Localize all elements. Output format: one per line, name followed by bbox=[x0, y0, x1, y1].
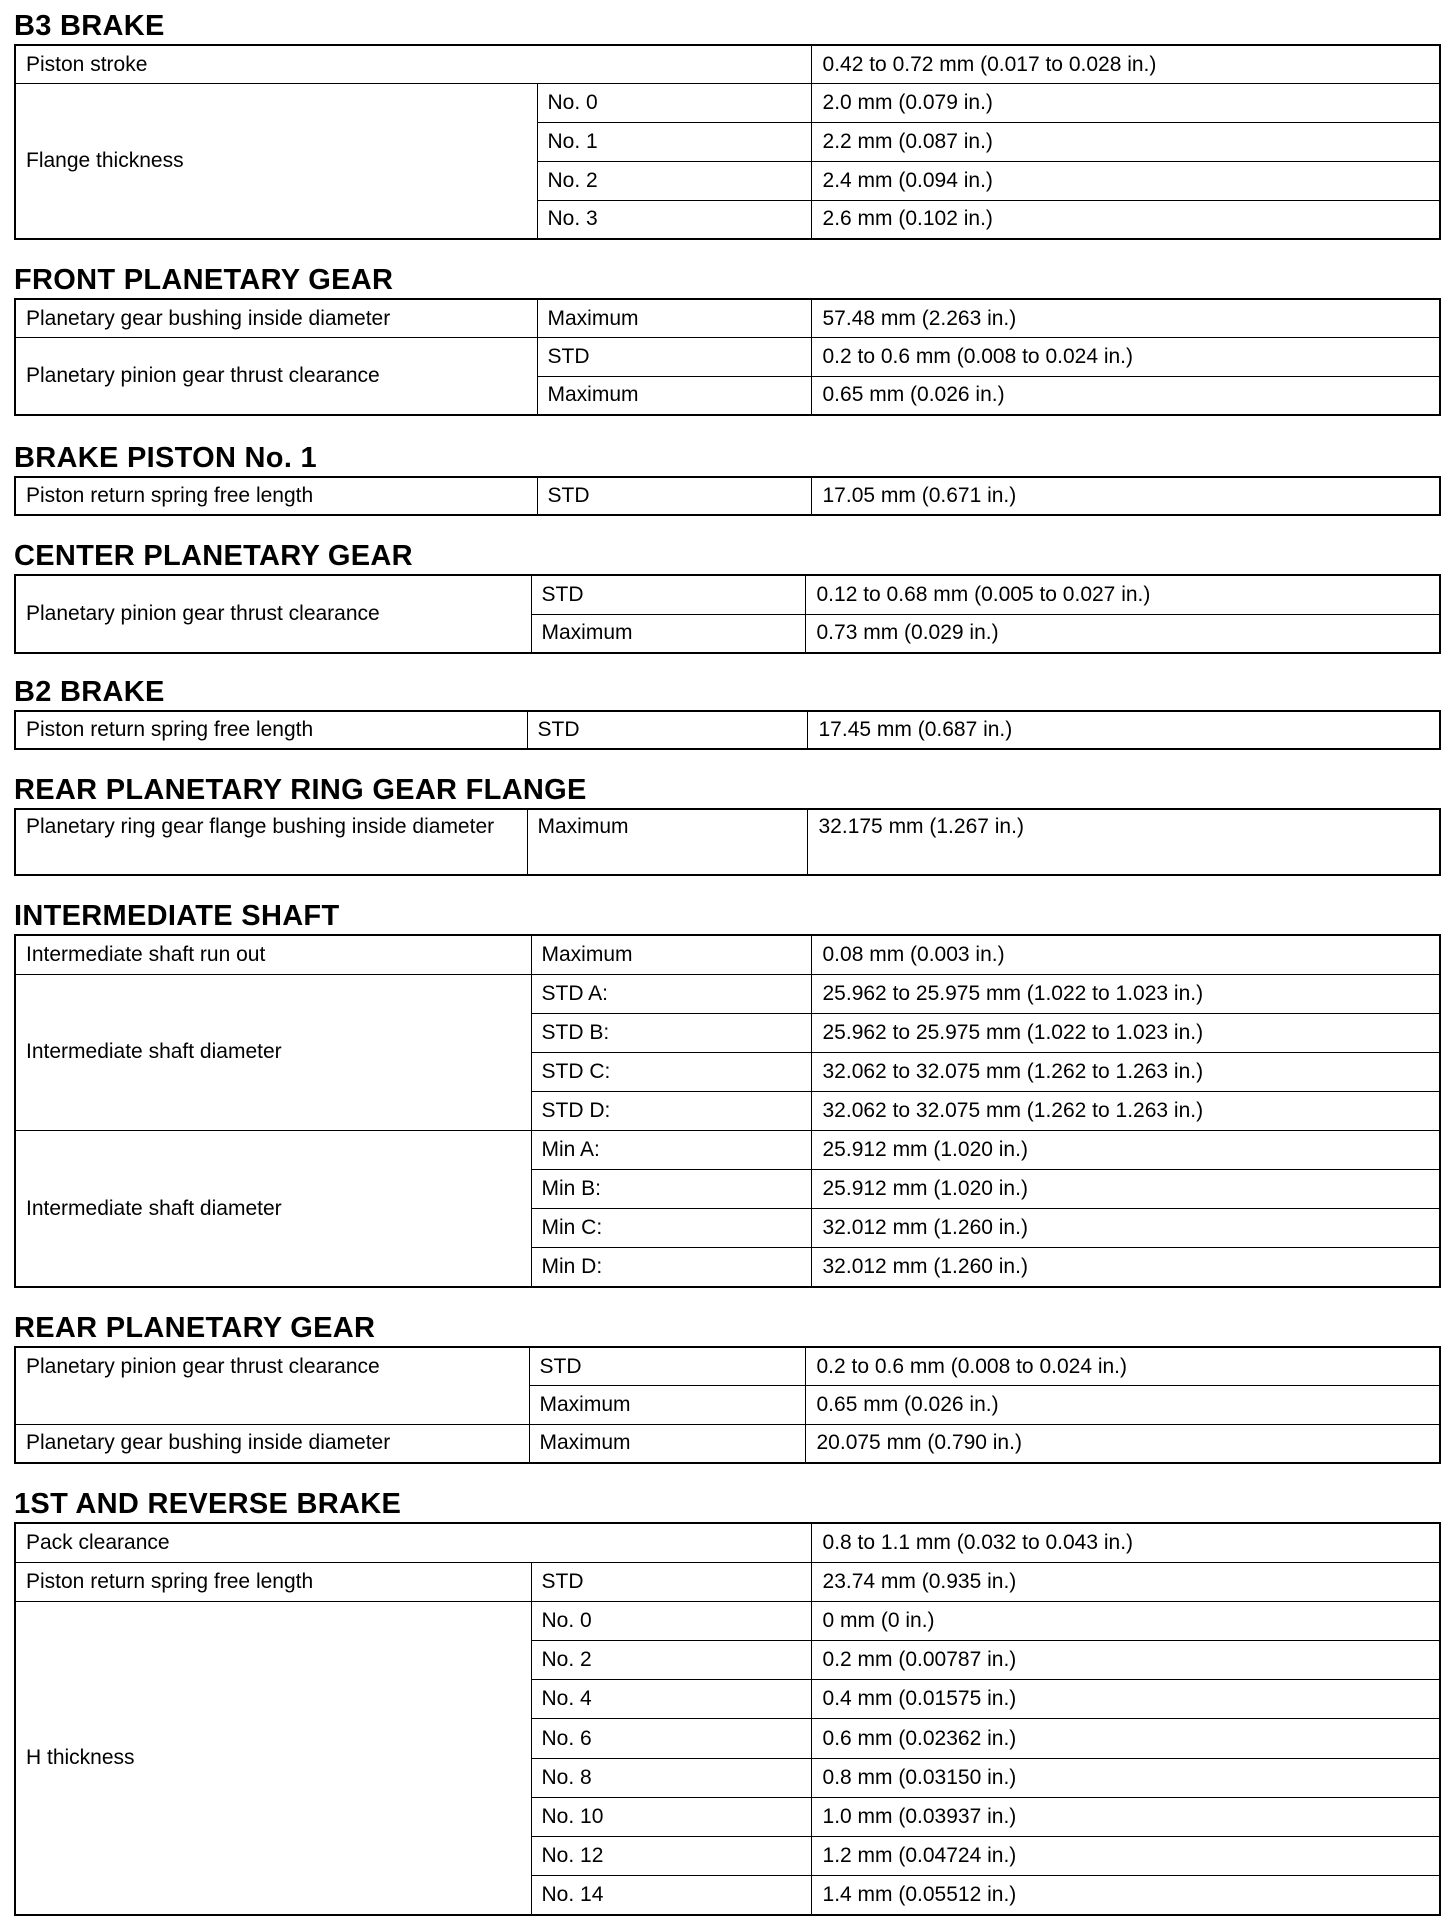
spec-table bbox=[14, 1522, 1441, 1916]
value-cell: 2.2 mm (0.087 in.) bbox=[811, 123, 1440, 162]
value-cell: 32.012 mm (1.260 in.) bbox=[811, 1248, 1440, 1287]
section-title: REAR PLANETARY RING GEAR FLANGE bbox=[14, 774, 587, 806]
condition-cell: STD C: bbox=[531, 1052, 811, 1091]
condition-cell: STD bbox=[537, 477, 811, 515]
item-cell: Piston return spring free length bbox=[15, 711, 527, 749]
item-cell: Planetary ring gear flange bushing inside diameter bbox=[15, 809, 527, 875]
table-row bbox=[15, 1562, 1440, 1601]
spec-table bbox=[14, 808, 1441, 876]
table-row bbox=[15, 84, 1440, 123]
condition-cell: No. 6 bbox=[531, 1719, 811, 1758]
section-b2-brake bbox=[14, 674, 1441, 750]
condition-cell: STD A: bbox=[531, 974, 811, 1013]
value-cell: 0.8 to 1.1 mm (0.032 to 0.043 in.) bbox=[811, 1523, 1440, 1562]
value-cell: 0.08 mm (0.003 in.) bbox=[811, 935, 1440, 974]
value-cell: 32.175 mm (1.267 in.) bbox=[807, 809, 1440, 875]
table-row bbox=[15, 338, 1440, 377]
condition-cell: No. 2 bbox=[537, 161, 811, 200]
condition-cell: STD B: bbox=[531, 1013, 811, 1052]
spec-table bbox=[14, 710, 1441, 750]
value-cell: 0.2 to 0.6 mm (0.008 to 0.024 in.) bbox=[805, 1347, 1440, 1386]
value-cell: 2.0 mm (0.079 in.) bbox=[811, 84, 1440, 123]
condition-cell: Maximum bbox=[531, 614, 805, 653]
value-cell: 0.8 mm (0.03150 in.) bbox=[811, 1758, 1440, 1797]
condition-cell: Maximum bbox=[537, 299, 811, 338]
value-cell: 25.912 mm (1.020 in.) bbox=[811, 1131, 1440, 1170]
value-cell: 0.6 mm (0.02362 in.) bbox=[811, 1719, 1440, 1758]
table-row bbox=[15, 299, 1440, 338]
section-title: 1ST AND REVERSE BRAKE bbox=[14, 1488, 402, 1520]
condition-cell: No. 8 bbox=[531, 1758, 811, 1797]
spec-table bbox=[14, 298, 1441, 416]
value-cell: 0.73 mm (0.029 in.) bbox=[805, 614, 1440, 653]
value-cell: 57.48 mm (2.263 in.) bbox=[811, 299, 1440, 338]
item-cell: Intermediate shaft diameter bbox=[15, 974, 531, 1130]
value-cell: 0.4 mm (0.01575 in.) bbox=[811, 1680, 1440, 1719]
value-cell: 32.062 to 32.075 mm (1.262 to 1.263 in.) bbox=[811, 1091, 1440, 1130]
item-cell: Piston return spring free length bbox=[15, 1562, 531, 1601]
condition-cell: Min B: bbox=[531, 1170, 811, 1209]
section-title: BRAKE PISTON No. 1 bbox=[14, 442, 317, 474]
value-cell: 0.12 to 0.68 mm (0.005 to 0.027 in.) bbox=[805, 575, 1440, 614]
condition-cell: No. 2 bbox=[531, 1641, 811, 1680]
section-title: CENTER PLANETARY GEAR bbox=[14, 540, 413, 572]
condition-cell: No. 0 bbox=[537, 84, 811, 123]
section-brake-piston-no1 bbox=[14, 440, 1441, 516]
condition-cell: Maximum bbox=[531, 935, 811, 974]
value-cell: 25.962 to 25.975 mm (1.022 to 1.023 in.) bbox=[811, 1013, 1440, 1052]
condition-cell: No. 4 bbox=[531, 1680, 811, 1719]
value-cell: 0 mm (0 in.) bbox=[811, 1601, 1440, 1640]
table-row bbox=[15, 809, 1440, 875]
section-title: INTERMEDIATE SHAFT bbox=[14, 900, 340, 932]
section-rear-planetary-ring-gear-flange bbox=[14, 772, 1441, 876]
value-cell: 17.05 mm (0.671 in.) bbox=[811, 477, 1440, 515]
item-cell: Planetary pinion gear thrust clearance bbox=[15, 1347, 529, 1424]
item-cell: Intermediate shaft diameter bbox=[15, 1131, 531, 1287]
item-cell: Pack clearance bbox=[15, 1523, 811, 1562]
spec-table bbox=[14, 476, 1441, 516]
value-cell: 1.4 mm (0.05512 in.) bbox=[811, 1876, 1440, 1915]
value-cell: 2.4 mm (0.094 in.) bbox=[811, 161, 1440, 200]
spec-table bbox=[14, 934, 1441, 1288]
condition-cell: STD bbox=[527, 711, 807, 749]
spec-table bbox=[14, 574, 1441, 654]
item-cell: Planetary pinion gear thrust clearance bbox=[15, 338, 537, 415]
value-cell: 0.42 to 0.72 mm (0.017 to 0.028 in.) bbox=[811, 45, 1440, 84]
table-row bbox=[15, 1131, 1440, 1170]
section-front-planetary-gear bbox=[14, 262, 1441, 416]
condition-cell: Min D: bbox=[531, 1248, 811, 1287]
condition-cell: No. 12 bbox=[531, 1837, 811, 1876]
item-cell: H thickness bbox=[15, 1601, 531, 1915]
condition-cell: STD bbox=[531, 575, 805, 614]
condition-cell: No. 10 bbox=[531, 1797, 811, 1836]
condition-cell: Maximum bbox=[529, 1424, 805, 1463]
table-row bbox=[15, 974, 1440, 1013]
condition-cell: Maximum bbox=[527, 809, 807, 875]
condition-cell: No. 0 bbox=[531, 1601, 811, 1640]
table-row bbox=[15, 935, 1440, 974]
value-cell: 1.0 mm (0.03937 in.) bbox=[811, 1797, 1440, 1836]
value-cell: 23.74 mm (0.935 in.) bbox=[811, 1562, 1440, 1601]
table-row bbox=[15, 1601, 1440, 1640]
spec-table bbox=[14, 1346, 1441, 1464]
condition-cell: STD bbox=[531, 1562, 811, 1601]
condition-cell: Min C: bbox=[531, 1209, 811, 1248]
condition-cell: STD bbox=[537, 338, 811, 377]
value-cell: 17.45 mm (0.687 in.) bbox=[807, 711, 1440, 749]
table-row bbox=[15, 1347, 1440, 1386]
value-cell: 2.6 mm (0.102 in.) bbox=[811, 200, 1440, 239]
condition-cell: No. 1 bbox=[537, 123, 811, 162]
value-cell: 0.2 to 0.6 mm (0.008 to 0.024 in.) bbox=[811, 338, 1440, 377]
table-row bbox=[15, 45, 1440, 84]
value-cell: 0.65 mm (0.026 in.) bbox=[811, 376, 1440, 415]
table-row bbox=[15, 711, 1440, 749]
condition-cell: No. 14 bbox=[531, 1876, 811, 1915]
table-row bbox=[15, 1523, 1440, 1562]
value-cell: 32.062 to 32.075 mm (1.262 to 1.263 in.) bbox=[811, 1052, 1440, 1091]
value-cell: 1.2 mm (0.04724 in.) bbox=[811, 1837, 1440, 1876]
item-cell: Piston return spring free length bbox=[15, 477, 537, 515]
table-row bbox=[15, 575, 1440, 614]
table-row bbox=[15, 1424, 1440, 1463]
section-title: B3 BRAKE bbox=[14, 10, 165, 42]
value-cell: 0.65 mm (0.026 in.) bbox=[805, 1386, 1440, 1425]
section-b3-brake bbox=[14, 8, 1441, 240]
spec-table bbox=[14, 44, 1441, 240]
section-1st-and-reverse-brake bbox=[14, 1486, 1441, 1916]
item-cell: Intermediate shaft run out bbox=[15, 935, 531, 974]
section-title: FRONT PLANETARY GEAR bbox=[14, 264, 394, 296]
item-cell: Piston stroke bbox=[15, 45, 811, 84]
condition-cell: No. 3 bbox=[537, 200, 811, 239]
section-title: REAR PLANETARY GEAR bbox=[14, 1312, 376, 1344]
item-cell: Flange thickness bbox=[15, 84, 537, 239]
table-row bbox=[15, 477, 1440, 515]
item-cell: Planetary gear bushing inside diameter bbox=[15, 299, 537, 338]
condition-cell: STD bbox=[529, 1347, 805, 1386]
condition-cell: Min A: bbox=[531, 1131, 811, 1170]
value-cell: 0.2 mm (0.00787 in.) bbox=[811, 1641, 1440, 1680]
item-cell: Planetary gear bushing inside diameter bbox=[15, 1424, 529, 1463]
value-cell: 25.962 to 25.975 mm (1.022 to 1.023 in.) bbox=[811, 974, 1440, 1013]
value-cell: 20.075 mm (0.790 in.) bbox=[805, 1424, 1440, 1463]
section-center-planetary-gear bbox=[14, 538, 1441, 654]
section-rear-planetary-gear bbox=[14, 1310, 1441, 1464]
section-intermediate-shaft bbox=[14, 898, 1441, 1288]
item-cell: Planetary pinion gear thrust clearance bbox=[15, 575, 531, 653]
section-title: B2 BRAKE bbox=[14, 676, 165, 708]
value-cell: 25.912 mm (1.020 in.) bbox=[811, 1170, 1440, 1209]
condition-cell: STD D: bbox=[531, 1091, 811, 1130]
condition-cell: Maximum bbox=[537, 376, 811, 415]
value-cell: 32.012 mm (1.260 in.) bbox=[811, 1209, 1440, 1248]
condition-cell: Maximum bbox=[529, 1386, 805, 1425]
